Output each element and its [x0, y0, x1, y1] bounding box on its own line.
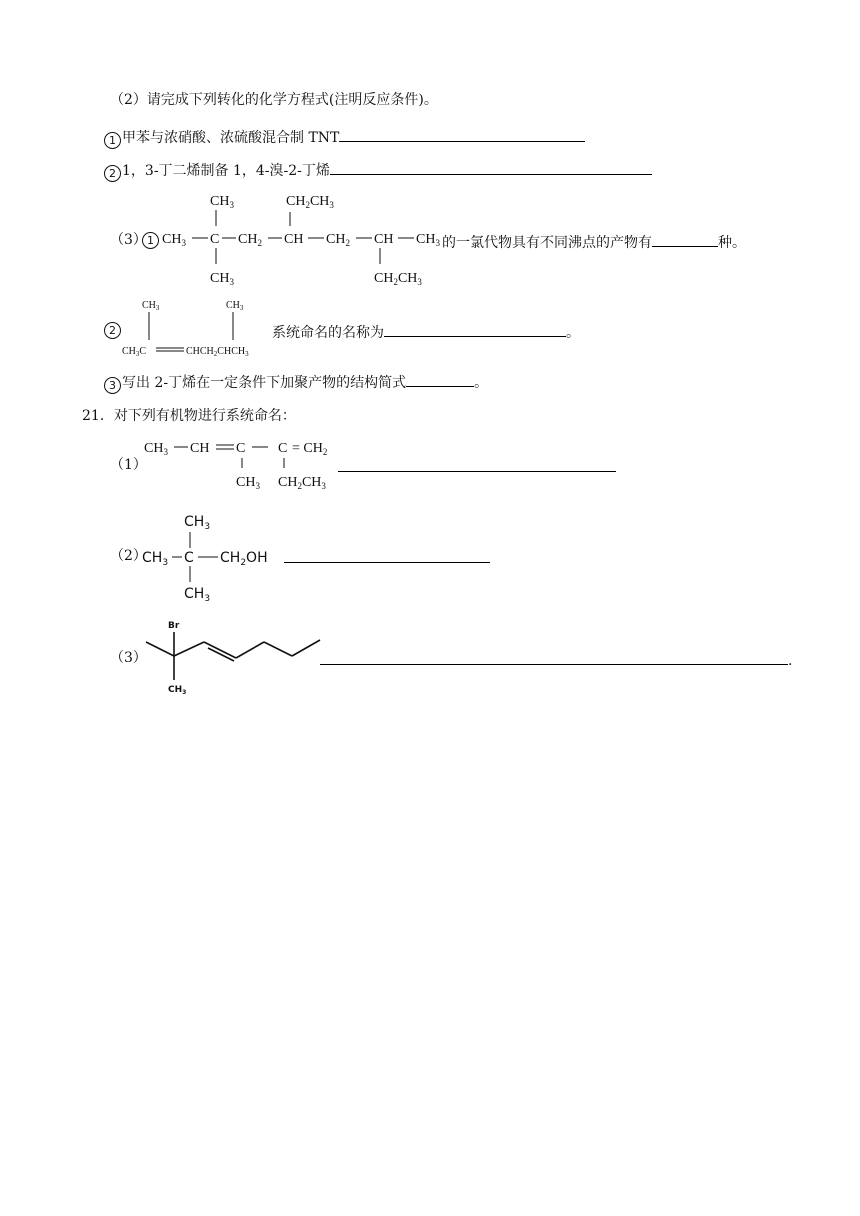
svg-text:CH3: $CH_3$ — [210, 271, 234, 287]
answer-blank[interactable] — [338, 455, 616, 472]
svg-text:CHCH2CHCH3: $CHCH_2CHCH_3$ — [186, 346, 249, 358]
q20-part2-item2: 2 1，3-丁二烯制备 1，4-溴-2-丁烯 — [104, 158, 652, 182]
structure-formula-diene — [142, 434, 342, 492]
svg-text:C: C — [210, 232, 220, 247]
q20-part2-item1: 1 甲苯与浓硝酸、浓硫酸混合制 TNT — [104, 125, 585, 149]
svg-text:CH3: $CH_3$ — [168, 685, 187, 696]
svg-text:CH3: $CH_3$ — [144, 441, 168, 457]
structure-formula-dimethylpentene — [120, 296, 280, 358]
svg-text:CH2: $CH_2$ — [238, 232, 262, 248]
svg-text:C: C — [184, 550, 194, 566]
svg-text:CH: CH — [374, 232, 394, 247]
q20-part3-item2-text: 系统命名的名称为 。 — [272, 320, 580, 343]
q20-part2-heading: （2）请完成下列转化的化学方程式(注明反应条件)。 — [110, 92, 438, 108]
structure-formula-octane-derivative — [158, 188, 458, 288]
svg-text:CH3: $CH_3$ — [236, 475, 260, 491]
q20-part3-label: （3） — [110, 232, 147, 248]
svg-text:CH3: $CH_3$ — [210, 194, 234, 210]
svg-text:CH2: $CH_2$ — [326, 232, 350, 248]
answer-blank[interactable] — [339, 125, 585, 142]
skeletal-formula-bromo-alkene — [140, 618, 330, 698]
q21-item2-label: （2） — [110, 548, 147, 564]
answer-blank[interactable] — [330, 158, 652, 175]
q20-part3-item1-text: 的一氯代物具有不同沸点的产物有 种。 — [442, 230, 746, 253]
svg-text:CH2OH: $CH_2OH$ — [220, 550, 268, 568]
q21-item1-label: （1） — [110, 457, 147, 473]
svg-text:CH2CH3: $CH_2CH_3$ — [374, 271, 422, 287]
svg-text:Br: Br — [168, 621, 180, 631]
svg-text:CH3: $CH_3$ — [142, 300, 160, 312]
svg-text:CH: CH — [190, 441, 210, 456]
svg-text:CH2CH3: $CH_2CH_3$ — [286, 194, 334, 210]
answer-blank[interactable] — [406, 370, 474, 387]
svg-text:CH3: $CH_3$ — [184, 586, 211, 604]
q21-heading: 21．对下列有机物进行系统命名： — [82, 408, 296, 424]
svg-text:C: C — [236, 441, 246, 456]
circled-number-2: 2 — [104, 322, 121, 339]
svg-text:CH3C: $CH_3C$ — [122, 346, 147, 358]
circled-number-1: 1 — [142, 232, 159, 249]
answer-blank[interactable] — [384, 320, 566, 337]
answer-blank[interactable] — [284, 546, 490, 563]
circled-number-2: 2 — [104, 165, 121, 182]
q21-item3-answer: . — [320, 648, 792, 671]
svg-text:CH2CH3: $CH_2CH_3$ — [278, 475, 326, 491]
svg-text:CH3: $CH_3$ — [162, 232, 186, 248]
structure-formula-neopentyl-alcohol — [140, 508, 290, 604]
svg-text:CH3: $CH_3$ — [142, 550, 169, 568]
svg-text:CH3: $CH_3$ — [226, 300, 244, 312]
q20-part3-item3: 3 写出 2-丁烯在一定条件下加聚产物的结构简式 。 — [104, 370, 488, 394]
circled-number-3: 3 — [104, 377, 121, 394]
answer-blank[interactable] — [652, 230, 718, 247]
answer-blank[interactable] — [320, 648, 788, 665]
q21-item3-label: （3） — [110, 650, 147, 666]
svg-text:= CH2: = $CH_2$ — [292, 441, 328, 457]
circled-number-1: 1 — [104, 132, 121, 149]
svg-text:C: C — [278, 441, 288, 456]
svg-text:CH3: $CH_3$ — [184, 514, 211, 532]
svg-text:CH: CH — [284, 232, 304, 247]
svg-text:CH3: $CH_3$ — [416, 232, 440, 248]
